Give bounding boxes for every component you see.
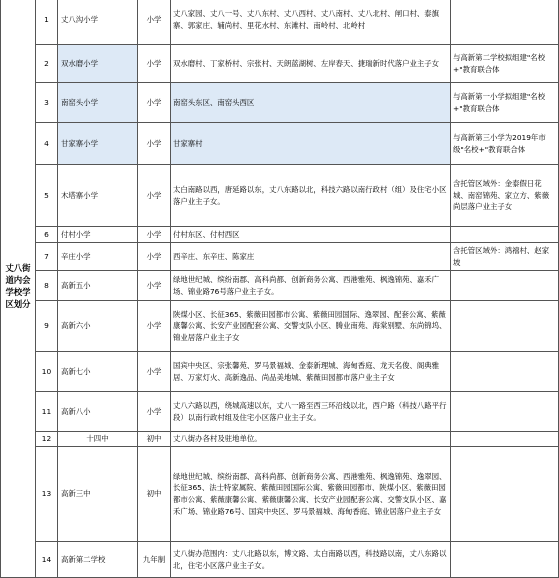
table-row: [1, 243, 559, 271]
remarks: [451, 227, 559, 243]
remarks: [451, 352, 559, 392]
remarks: 与高新第二学校拟组建"名校+"教育联合体: [451, 45, 559, 83]
table-row: [1, 432, 559, 447]
enrollment-area: 丈八街办各村及驻地单位。: [171, 432, 451, 447]
table-row: [1, 0, 559, 45]
remarks: [451, 432, 559, 447]
school-name: 甘家寨小学: [58, 123, 138, 165]
remarks: 含托管区域外：鸿禧村、赵家坡: [451, 243, 559, 271]
table-row: [1, 45, 559, 83]
school-name: 南窑头小学: [58, 83, 138, 123]
enrollment-area: 陕煤小区、长征365、紫薇田园都市公寓、紫薇田园国际、逸翠园、配套公寓、紫薇康馨公寓、长安产业园配套公寓、交警支队小区、腾业南苑、海棠别墅、东尚锦坞、锦业居落户业主子女: [171, 301, 451, 352]
table-row: [1, 392, 559, 432]
school-name: 丈八沟小学: [58, 0, 138, 45]
remarks: 与高新第一小学拟组建"名校+"教育联合体: [451, 83, 559, 123]
enrollment-area: 丈八六路以西，绕城高速以东，丈八一路至西三环沿线以北，西户路（科技八路平行段）以南行政村组及住宅小区落户业主子女。: [171, 392, 451, 432]
school-type: 小学: [138, 0, 171, 45]
row-number: 13: [36, 447, 58, 542]
row-number: 14: [36, 542, 58, 578]
enrollment-area: 南窑头东区、南窑头西区: [171, 83, 451, 123]
school-type: 小学: [138, 301, 171, 352]
enrollment-area: 付村东区、付村西区: [171, 227, 451, 243]
school-name: 木塔寨小学: [58, 165, 138, 227]
enrollment-area: 甘家寨村: [171, 123, 451, 165]
school-name: 高新三中: [58, 447, 138, 542]
school-name: 高新七小: [58, 352, 138, 392]
school-type: 小学: [138, 243, 171, 271]
row-number: 11: [36, 392, 58, 432]
remarks: 含托管区域外：金泰假日花城、南窑锦苑、家立方、紫薇尚层落户业主子女: [451, 165, 559, 227]
remarks: [451, 271, 559, 301]
enrollment-area: 绿地世纪城、缤纷南郡、高科尚都、创新商务公寓、西港雅苑、枫逸锦苑、逸翠园、长征365、法士特家属院、紫薇田园国际公寓、紫薇田园都市、陕煤小区、紫薇田园都市公寓、紫薇康馨公寓、紫薇康馨公寓、长安产业园配套公寓、交警支队小区、嘉禾广场、锦业路76号、国宾中央区、罗马景福城、海甸香庭、锦业居落户业主子女: [171, 447, 451, 542]
row-number: 2: [36, 45, 58, 83]
row-number: 4: [36, 123, 58, 165]
row-number: 12: [36, 432, 58, 447]
row-number: 8: [36, 271, 58, 301]
table-row: [1, 83, 559, 123]
school-type: 小学: [138, 352, 171, 392]
enrollment-area: 国宾中央区、宗张馨苑、罗马景福城、金泰新理城、海甸香庭、龙天名俊、阁典雅居、万家灯火、高新逸品、尚品美地城、紫薇田园都市落户业主子女: [171, 352, 451, 392]
row-number: 5: [36, 165, 58, 227]
enrollment-area: 西辛庄、东辛庄、陈家庄: [171, 243, 451, 271]
school-type: 小学: [138, 227, 171, 243]
school-type: 初中: [138, 447, 171, 542]
table-row: [1, 123, 559, 165]
school-name: 高新五小: [58, 271, 138, 301]
school-name: 十四中: [58, 432, 138, 447]
table-row: [1, 352, 559, 392]
school-type: 初中: [138, 432, 171, 447]
school-type: 小学: [138, 392, 171, 432]
row-number: 9: [36, 301, 58, 352]
remarks: [451, 0, 559, 45]
row-number: 10: [36, 352, 58, 392]
row-number: 1: [36, 0, 58, 45]
school-name: 辛庄小学: [58, 243, 138, 271]
school-type: 小学: [138, 165, 171, 227]
school-name: 高新六小: [58, 301, 138, 352]
remarks: [451, 301, 559, 352]
table-row: [1, 227, 559, 243]
school-type: 小学: [138, 45, 171, 83]
row-number: 6: [36, 227, 58, 243]
school-type: 小学: [138, 123, 171, 165]
row-number: 7: [36, 243, 58, 271]
school-type: 小学: [138, 83, 171, 123]
enrollment-area: 丈八街办范围内：丈八北路以东，博文路、太白南路以西，科技路以南，丈八东路以北，住宅小区落户业主子女。: [171, 542, 451, 578]
remarks: [451, 542, 559, 578]
remarks: [451, 447, 559, 542]
school-name: 高新八小: [58, 392, 138, 432]
enrollment-area: 丈八家园、丈八一号、丈八东村、丈八西村、丈八南村、丈八北村、闸口村、泰旗寨、郭家庄、辅尚村、里花水村、东滩村、南岭村、北岭村: [171, 0, 451, 45]
school-type: 九年制: [138, 542, 171, 578]
table-row: [1, 301, 559, 352]
table-row: [1, 271, 559, 301]
remarks: 与高新第三小学为2019年市级"名校+"教育联合体: [451, 123, 559, 165]
table-row: [1, 165, 559, 227]
school-type: 小学: [138, 271, 171, 301]
table-row: [1, 447, 559, 542]
enrollment-area: 双水磨村、丁家桥村、宗张村、天朗蓝湖树、左岸春天、捷瑞新时代落户业主子女: [171, 45, 451, 83]
school-name: 高新第二学校: [58, 542, 138, 578]
enrollment-area: 太白南路以西，唐延路以东，丈八东路以北，科技六路以南行政村（组）及住宅小区落户业主子女。: [171, 165, 451, 227]
remarks: [451, 392, 559, 432]
district-label: 丈八街道内会学校学区划分: [1, 0, 36, 578]
enrollment-area: 绿地世纪城、缤纷南郡、高科尚都、创新商务公寓、西港雅苑、枫逸锦苑、嘉禾广场、锦业路76号落户业主子女。: [171, 271, 451, 301]
table-row: [1, 542, 559, 578]
row-number: 3: [36, 83, 58, 123]
school-name: 付村小学: [58, 227, 138, 243]
school-name: 双水磨小学: [58, 45, 138, 83]
